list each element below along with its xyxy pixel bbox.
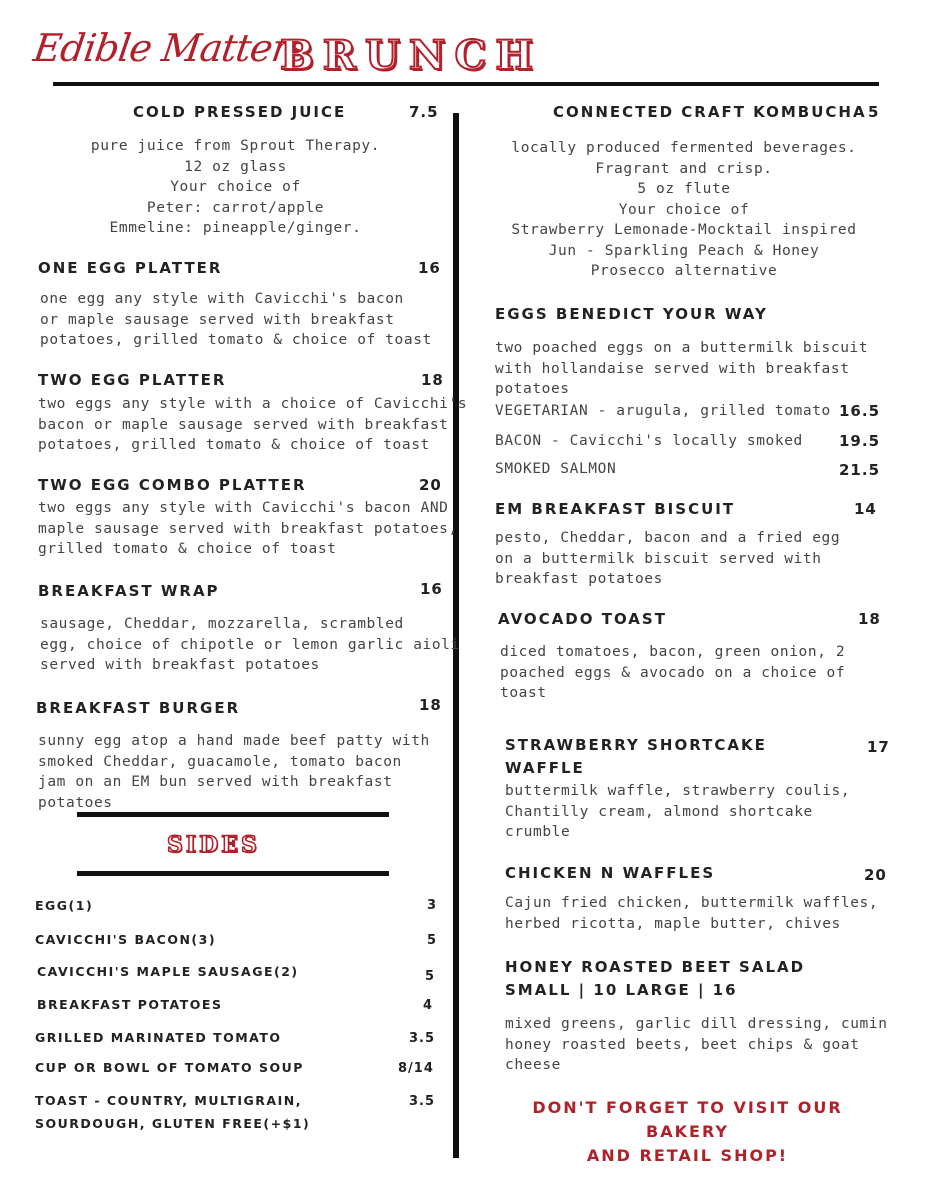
item-price: 16 (420, 580, 443, 598)
sides-divider-top (77, 812, 389, 817)
side-price: 3 (427, 898, 438, 913)
item-price: 18 (858, 610, 881, 628)
item-description: Cajun fried chicken, buttermilk waffles, herbed ricotta, maple butter, chives (505, 895, 879, 932)
side-price: 8/14 (398, 1061, 434, 1076)
item-price: 20 (864, 866, 887, 884)
item-name: AVOCADO TOAST (498, 610, 667, 628)
brand-logo: Edible Matters (30, 26, 311, 70)
item-price: 18 (419, 696, 442, 714)
sides-divider-bottom (77, 871, 389, 876)
item-description: sunny egg atop a hand made beef patty with smoked Cheddar, guacamole, tomato bacon jam on an EM bun served with breakfast potatoes (38, 733, 430, 811)
benedict-option-price: 16.5 (839, 402, 881, 420)
item-name: HONEY ROASTED BEET SALAD (505, 958, 806, 976)
side-name: EGG(1) (35, 898, 94, 913)
item-name-line2: WAFFLE (505, 759, 585, 777)
item-name: TWO EGG COMBO PLATTER (38, 476, 307, 494)
item-description: buttermilk waffle, strawberry coulis, Chantilly cream, almond shortcake crumble (505, 783, 851, 840)
item-description: two poached eggs on a buttermilk biscuit with hollandaise served with breakfast potatoes (495, 340, 869, 397)
side-name: CAVICCHI'S BACON(3) (35, 932, 217, 947)
side-price: 3.5 (409, 1031, 436, 1046)
benedict-option: BACON - Cavicchi's locally smoked (495, 433, 803, 449)
item-name: CHICKEN N WAFFLES (505, 864, 716, 882)
bakery-note: DON'T FORGET TO VISIT OUR BAKERY AND RETAIL SHOP! (532, 1098, 843, 1165)
item-price: 17 (867, 738, 890, 756)
side-name: CUP OR BOWL OF TOMATO SOUP (35, 1060, 304, 1075)
benedict-option: SMOKED SALMON (495, 461, 617, 477)
item-name: TWO EGG PLATTER (38, 371, 227, 389)
page-title: BRUNCH (280, 32, 543, 79)
item-description: locally produced fermented beverages. Fragrant and crisp. 5 oz flute Your choice of Strawberry Lemonade-Mocktail inspired Jun - Sparkling Peach & Honey Prosecco alternative (511, 140, 857, 279)
item-name: CONNECTED CRAFT KOMBUCHA (553, 103, 867, 121)
item-description: two eggs any style with Cavicchi's bacon AND maple sausage served with breakfast potatoes, grilled tomato & choice of toast (38, 500, 458, 557)
item-description: pure juice from Sprout Therapy. 12 oz glass Your choice of Peter: carrot/apple Emmeline: pineapple/ginger. (90, 138, 381, 236)
item-description: two eggs any style with a choice of Cavicchi's bacon or maple sausage served with breakfast potatoes, grilled tomato & choice of toast (38, 396, 468, 453)
item-name: COLD PRESSED JUICE (133, 103, 347, 121)
benedict-option-price: 19.5 (839, 432, 881, 450)
side-price: 3.5 (409, 1094, 436, 1109)
item-name: BREAKFAST BURGER (36, 699, 241, 717)
item-description: sausage, Cheddar, mozzarella, scrambled egg, choice of chipotle or lemon garlic aioli served with breakfast potatoes (40, 616, 460, 673)
item-name: BREAKFAST WRAP (38, 582, 220, 600)
item-description: one egg any style with Cavicchi's bacon or maple sausage served with breakfast potatoes, grilled tomato & choice of toast (40, 291, 432, 348)
item-name: EM BREAKFAST BISCUIT (495, 500, 736, 518)
side-name: GRILLED MARINATED TOMATO (35, 1030, 282, 1045)
side-price: 4 (423, 998, 434, 1013)
item-description: diced tomatoes, bacon, green onion, 2 poached eggs & avocado on a choice of toast (500, 644, 846, 701)
side-name-line2: SOURDOUGH, GLUTEN FREE(+$1) (35, 1116, 311, 1131)
side-name: CAVICCHI'S MAPLE SAUSAGE(2) (37, 964, 299, 979)
item-description: mixed greens, garlic dill dressing, cumin honey roasted beets, beet chips & goat cheese (505, 1016, 888, 1073)
item-price: 7.5 (409, 103, 439, 121)
salad-sizes: SMALL | 10 LARGE | 16 (505, 981, 738, 999)
item-name: STRAWBERRY SHORTCAKE (505, 736, 767, 754)
side-price: 5 (427, 933, 438, 948)
side-price: 5 (425, 969, 436, 984)
item-price: 18 (421, 371, 444, 389)
item-name: EGGS BENEDICT YOUR WAY (495, 305, 768, 323)
item-description: pesto, Cheddar, bacon and a fried egg on a buttermilk biscuit served with breakfast potatoes (495, 530, 841, 587)
benedict-option-price: 21.5 (839, 461, 881, 479)
item-price: 16 (418, 259, 441, 277)
item-price: 5 (868, 103, 880, 121)
side-name: BREAKFAST POTATOES (37, 997, 223, 1012)
header-divider (53, 82, 879, 86)
side-name: TOAST - COUNTRY, MULTIGRAIN, (35, 1093, 302, 1108)
benedict-option: VEGETARIAN - arugula, grilled tomato (495, 403, 831, 419)
item-price: 20 (419, 476, 442, 494)
item-name: ONE EGG PLATTER (38, 259, 223, 277)
item-price: 14 (854, 500, 877, 518)
sides-title: SIDES (167, 832, 260, 858)
